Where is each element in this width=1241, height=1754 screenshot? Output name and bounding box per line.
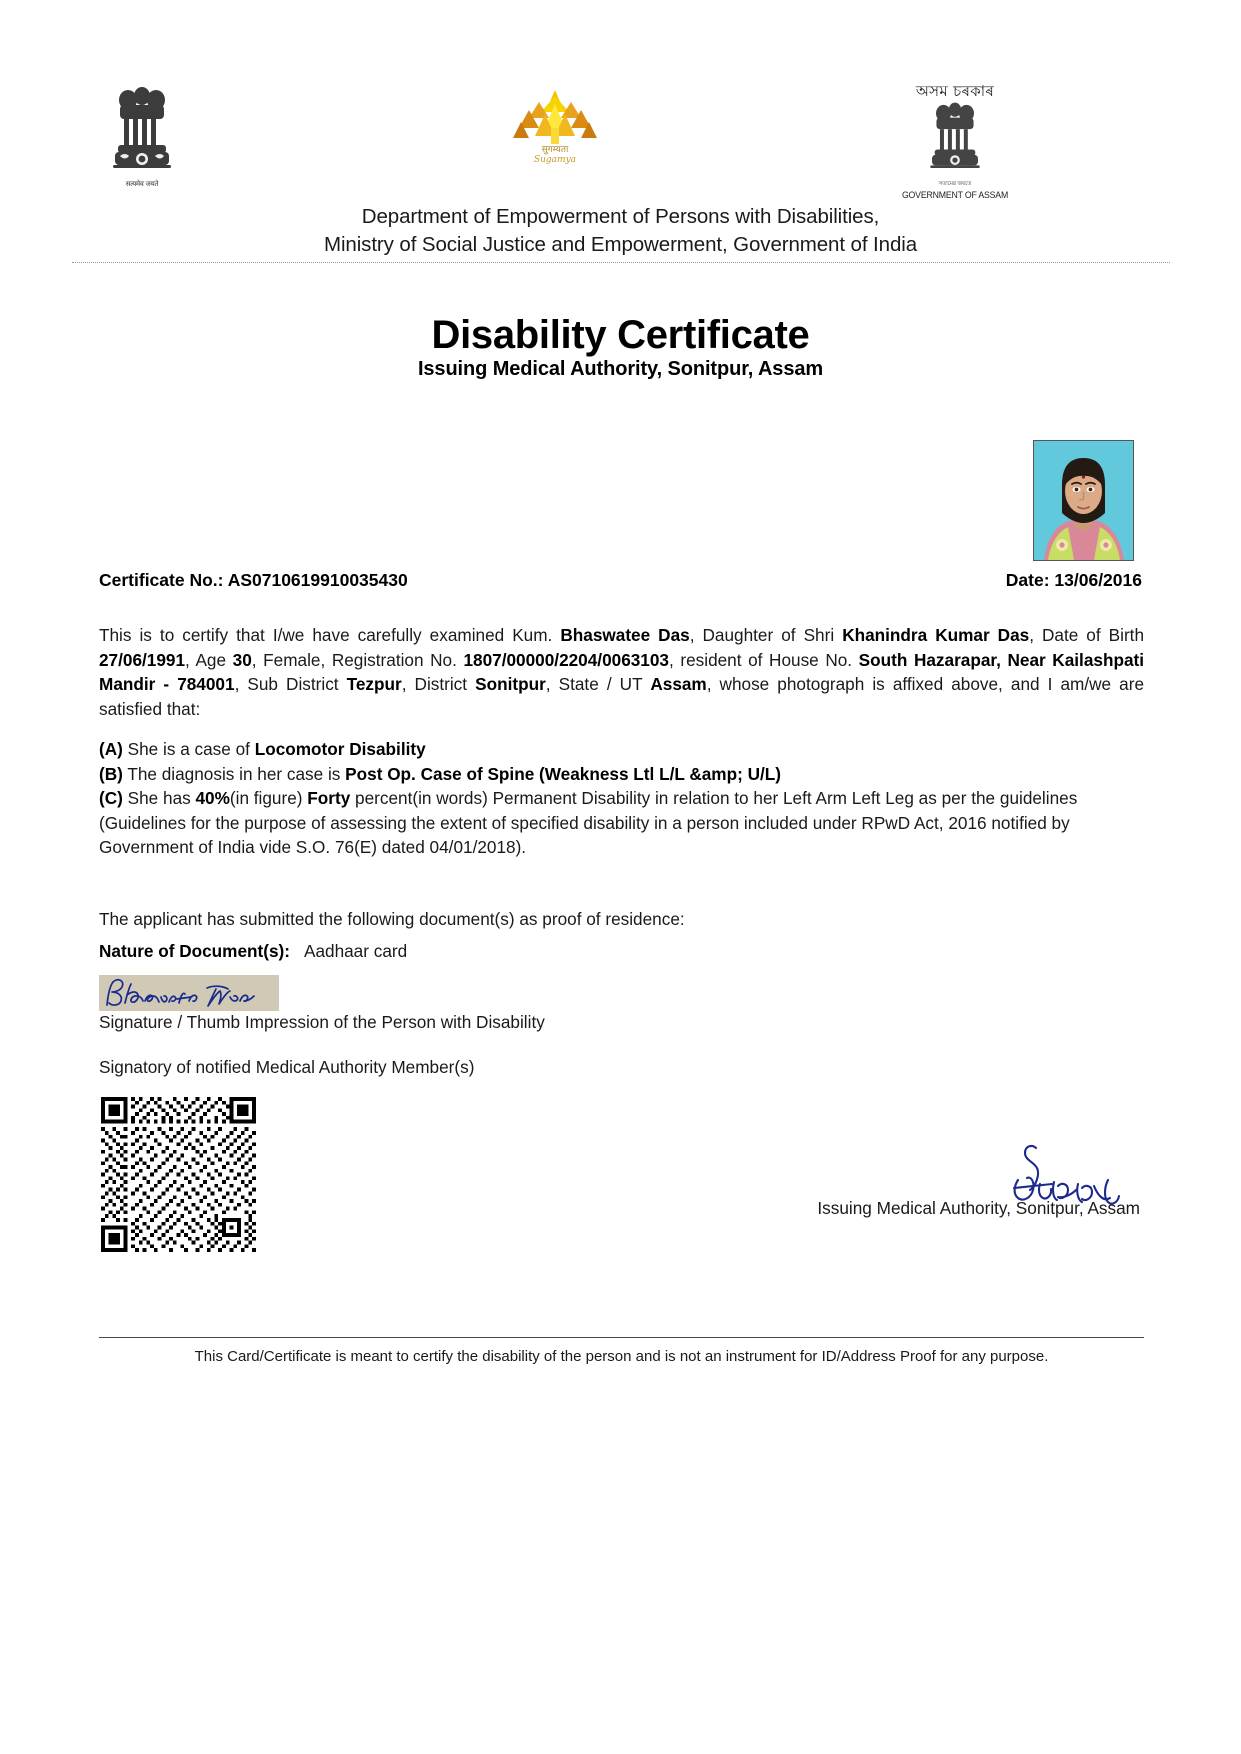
certificate-number-label: Certificate No.: bbox=[99, 570, 224, 590]
department-line-2: Ministry of Social Justice and Empowerment, Government of India bbox=[323, 233, 917, 256]
clause-b bbox=[99, 762, 1144, 787]
clause-c-text-2: (in figure) bbox=[229, 788, 308, 809]
address-label: , resident of House No. bbox=[669, 649, 859, 670]
disability-percent-words: Forty bbox=[307, 788, 356, 809]
clause-b-text: The diagnosis in her case is bbox=[122, 763, 346, 784]
national-emblem-india-icon bbox=[104, 83, 180, 193]
applicant-signature-image bbox=[99, 975, 279, 1011]
certificate-number-value: AS0710619910035430 bbox=[227, 570, 408, 590]
registration-number: 1807/00000/2204/0063103 bbox=[463, 649, 669, 670]
assam-script-label: অসম চৰকাৰ bbox=[915, 82, 995, 100]
signatory-caption: Signatory of notified Medical Authority Member(s) bbox=[99, 1057, 475, 1077]
footer-divider bbox=[99, 1337, 1144, 1338]
clause-b-value: Post Op. Case of Spine (Weakness Ltl L/L &amp; U/L) bbox=[345, 763, 781, 784]
clause-a-value: Locomotor Disability bbox=[254, 739, 426, 759]
disability-percent-figure: 40% bbox=[195, 788, 230, 809]
certification-paragraph bbox=[99, 623, 1144, 721]
department-title bbox=[0, 203, 1241, 259]
clause-a-text: She is a case of bbox=[122, 739, 255, 759]
svg-text:सुगम्यता: सुगम्यता bbox=[541, 145, 569, 155]
clause-c-marker: (C) bbox=[99, 788, 123, 809]
sugamya-bharat-logo-icon bbox=[495, 88, 615, 190]
qr-code bbox=[101, 1097, 256, 1252]
national-emblem-caption: सत्यमेव जयते bbox=[125, 180, 159, 188]
clause-a bbox=[99, 737, 1144, 762]
government-of-assam-label: GOVERNMENT OF ASSAM bbox=[901, 190, 1009, 201]
header-emblems bbox=[0, 0, 1241, 210]
address-value: South Hazarapar, Near Kailashpati Mandir - 784001 bbox=[99, 649, 1145, 695]
district-label: , District bbox=[401, 674, 476, 695]
assam-emblem-caption: সত্যমেৱ জয়তে bbox=[938, 181, 972, 187]
government-of-assam-emblem-icon bbox=[872, 84, 1038, 206]
nature-of-document-label: Nature of Document(s): bbox=[99, 941, 290, 961]
dob-label: , Date of Birth bbox=[1029, 625, 1144, 646]
certificate-date bbox=[1006, 570, 1142, 591]
nature-of-document-value: Aadhaar card bbox=[303, 941, 408, 961]
certificate-meta-row bbox=[99, 570, 1142, 591]
intro-text: This is to certify that I/we have carefully examined Kum. bbox=[99, 625, 561, 646]
father-name: Khanindra Kumar Das bbox=[842, 625, 1030, 646]
applicant-photo bbox=[1033, 440, 1134, 561]
certificate-number bbox=[99, 570, 408, 591]
relation-label: , Daughter of Shri bbox=[689, 625, 843, 646]
page-subtitle: Issuing Medical Authority, Sonitpur, Assam bbox=[417, 358, 824, 380]
nature-of-document-row bbox=[99, 941, 1144, 962]
state-value: Assam bbox=[650, 674, 707, 695]
dob-value: 27/06/1991 bbox=[99, 649, 186, 670]
state-label: , State / UT bbox=[545, 674, 651, 695]
certificate-date-label: Date: bbox=[1005, 570, 1050, 590]
applicant-signature-caption: Signature / Thumb Impression of the Person with Disability bbox=[99, 1012, 545, 1032]
clause-c-text-1: She has bbox=[122, 788, 196, 809]
svg-text:Sugamya: Sugamya bbox=[533, 155, 577, 165]
footer-note: This Card/Certificate is meant to certify the disability of the person and is not an instrument for ID/Address Proof for any purpose. bbox=[194, 1348, 1049, 1365]
clause-c-text-3: percent(in words) Permanent Disability in relation to her Left Arm Left Leg as per the guidelines (Guidelines for the purpose of assessing the extent of specified disability in a person included under RPwD Act, 2016 notified by Government of India vide S.O. 76(E) dated 04/01/2018). bbox=[99, 788, 1078, 858]
department-line-1: Department of Empowerment of Persons with Disabilities, bbox=[361, 205, 880, 228]
district-value: Sonitpur bbox=[475, 674, 546, 695]
page-title: Disability Certificate bbox=[431, 313, 810, 357]
age-label: , Age bbox=[185, 649, 233, 670]
subdistrict-value: Tezpur bbox=[346, 674, 402, 695]
residence-proof-line: The applicant has submitted the following document(s) as proof of residence: bbox=[99, 909, 685, 929]
clause-c bbox=[99, 786, 1144, 860]
findings-clauses bbox=[99, 737, 1144, 860]
certificate-date-value: 13/06/2016 bbox=[1054, 570, 1142, 590]
issuing-authority-caption: Issuing Medical Authority, Sonitpur, Assam bbox=[817, 1198, 1140, 1218]
clause-a-marker: (A) bbox=[99, 739, 123, 759]
gender-registration-label: , Female, Registration No. bbox=[251, 649, 464, 670]
header-divider bbox=[72, 262, 1170, 263]
subdistrict-label: , Sub District bbox=[234, 674, 347, 695]
age-value: 30 bbox=[232, 649, 252, 670]
applicant-name: Bhaswatee Das bbox=[560, 625, 690, 646]
closing-text: , whose photograph is affixed above, and I am/we are satisfied that: bbox=[99, 674, 1145, 719]
clause-b-marker: (B) bbox=[99, 763, 123, 784]
